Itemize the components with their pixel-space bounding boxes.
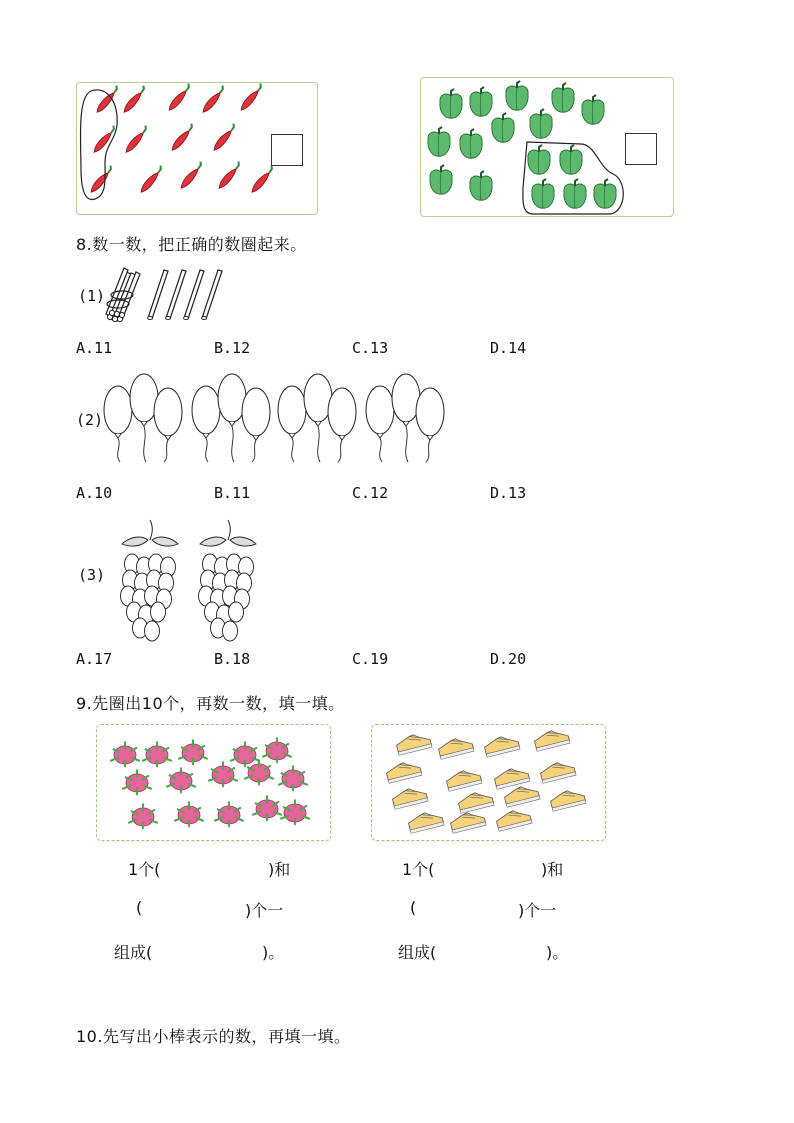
q8-item2-option-d[interactable]: D.13: [490, 484, 527, 502]
left-fill-line1-start: 1个(: [128, 860, 161, 879]
bell-pepper-icon: [492, 113, 514, 142]
chili-icon: [198, 86, 229, 114]
dragon-fruit-group: [97, 725, 330, 840]
bell-pepper-icon: [582, 95, 604, 124]
bell-pepper-icon: [506, 81, 528, 110]
dragon-fruit-icon: [209, 762, 237, 786]
dragon-fruit-icon: [179, 740, 207, 764]
sneaker-icon: [549, 787, 586, 811]
balloon-icon: [242, 388, 270, 436]
left-fill-line2-end: )个一: [245, 901, 284, 920]
q8-item1-option-b[interactable]: B.12: [214, 339, 251, 357]
chili-icon: [86, 166, 117, 194]
bell-pepper-icon: [470, 171, 492, 200]
sneaker-icon: [483, 733, 520, 757]
bell-pepper-icon: [460, 129, 482, 158]
bell-pepper-icon: [430, 165, 452, 194]
grape-leaf-icon: [200, 537, 226, 546]
question-9-title: 9.先圈出10个，再数一数，填一填。: [76, 694, 345, 713]
dragon-fruit-icon: [175, 802, 203, 826]
dragon-fruit-icon: [123, 770, 151, 794]
left-fill-line3-end: )。: [262, 943, 285, 962]
left-fill-line2-start: (: [136, 898, 143, 917]
bell-pepper-icon: [564, 179, 586, 208]
stick-bundle-icon: [104, 268, 144, 322]
balloon-icon: [366, 386, 394, 434]
chili-icon: [164, 84, 195, 112]
q8-item1-option-a[interactable]: A.11: [76, 339, 113, 357]
bell-pepper-icon: [470, 87, 492, 116]
question-10-title: 10.先写出小棒表示的数，再填一填。: [76, 1027, 351, 1046]
left-fill-line3-start: 组成(: [114, 943, 153, 962]
chili-icon: [119, 86, 150, 114]
chili-icon: [247, 166, 278, 194]
grape-icon: [151, 602, 166, 622]
pepper-panel: [420, 77, 674, 217]
balloon-group-icon: [366, 374, 444, 462]
q8-item1-label: (1): [78, 287, 106, 305]
dragon-fruit-icon: [231, 742, 259, 766]
balloon-icon: [328, 388, 356, 436]
grape-bunches-icon: [118, 518, 258, 626]
pepper-count-box[interactable]: [625, 133, 657, 165]
balloon-icon: [192, 386, 220, 434]
sneaker-icon: [437, 735, 474, 759]
bell-pepper-icon: [532, 179, 554, 208]
chili-icon: [121, 126, 152, 154]
right-fill-line3-end: )。: [546, 943, 569, 962]
sneaker-icon: [493, 765, 530, 789]
dragon-fruit-icon: [143, 742, 171, 766]
dragon-fruit-icon: [253, 796, 281, 820]
dragon-fruit-icon: [281, 800, 309, 824]
chili-icon: [236, 84, 267, 112]
right-fill-line1-end: )和: [541, 860, 564, 879]
chili-count-box[interactable]: [271, 134, 303, 166]
balloon-icon: [104, 386, 132, 434]
dragon-fruit-icon: [279, 766, 307, 790]
sneaker-icon: [533, 727, 570, 751]
chili-icon: [214, 162, 245, 190]
sneaker-group: [372, 725, 605, 840]
chili-panel: [76, 82, 318, 215]
dragon-fruit-icon: [167, 768, 195, 792]
balloon-group-icon: [278, 374, 356, 462]
q8-item1-option-c[interactable]: C.13: [352, 339, 389, 357]
bell-pepper-icon: [528, 145, 550, 174]
chili-icon: [167, 124, 198, 152]
balloon-groups-icon: [100, 370, 450, 466]
q8-item2-option-b[interactable]: B.11: [214, 484, 251, 502]
q8-item3-option-d[interactable]: D.20: [490, 650, 527, 668]
sneaker-icon: [449, 809, 486, 833]
balloon-icon: [278, 386, 306, 434]
left-fill-line1-end: )和: [268, 860, 291, 879]
grape-icon: [229, 602, 244, 622]
dragon-fruit-icon: [215, 802, 243, 826]
bell-pepper-icon: [594, 179, 616, 208]
bell-pepper-icon: [552, 83, 574, 112]
q8-item3-option-b[interactable]: B.18: [214, 650, 251, 668]
bell-pepper-icon: [440, 89, 462, 118]
balloon-group-icon: [192, 374, 270, 462]
grape-icon: [145, 621, 160, 641]
sneaker-icon: [445, 767, 482, 791]
q8-item1-option-d[interactable]: D.14: [490, 339, 527, 357]
q8-item3-label: (3): [78, 566, 106, 584]
sneaker-icon: [495, 807, 532, 831]
sneaker-icon: [457, 789, 494, 813]
dragon-fruit-icon: [263, 738, 291, 762]
chili-icon: [89, 126, 120, 154]
bell-pepper-icon: [530, 109, 552, 138]
chili-icon: [176, 162, 207, 190]
grape-leaf-icon: [152, 537, 178, 546]
dragon-fruit-panel: [96, 724, 331, 841]
sneaker-icon: [385, 759, 422, 783]
right-fill-line3-start: 组成(: [398, 943, 437, 962]
q8-item3-option-c[interactable]: C.19: [352, 650, 389, 668]
balloon-icon: [416, 388, 444, 436]
sneaker-icon: [395, 731, 432, 755]
question-8-title: 8.数一数，把正确的数圈起来。: [76, 235, 307, 254]
grape-leaf-icon: [230, 537, 256, 546]
sneaker-icon: [503, 783, 540, 807]
dragon-fruit-icon: [129, 804, 157, 828]
q8-item2-label: (2): [76, 411, 104, 429]
right-fill-line2-end: )个一: [518, 901, 557, 920]
balloon-group-icon: [104, 374, 182, 462]
bell-pepper-icon: [560, 145, 582, 174]
chili-icon: [136, 166, 167, 194]
bell-pepper-icon: [428, 127, 450, 156]
q8-item2-option-a[interactable]: A.10: [76, 484, 113, 502]
sneaker-icon: [407, 809, 444, 833]
sneaker-icon: [391, 785, 428, 809]
q8-item3-option-a[interactable]: A.17: [76, 650, 113, 668]
grape-icon: [223, 621, 238, 641]
loose-sticks-icon: [146, 268, 220, 322]
dragon-fruit-icon: [245, 760, 273, 784]
right-fill-line1-start: 1个(: [402, 860, 435, 879]
balloon-icon: [154, 388, 182, 436]
sneaker-icon: [539, 759, 576, 783]
grape-bunch-icon: [199, 520, 257, 641]
right-fill-line2-start: (: [410, 898, 417, 917]
grape-leaf-icon: [122, 537, 148, 546]
chili-icon: [209, 124, 240, 152]
dragon-fruit-icon: [111, 742, 139, 766]
grape-bunch-icon: [121, 520, 179, 641]
q8-item2-option-c[interactable]: C.12: [352, 484, 389, 502]
sneaker-panel: [371, 724, 606, 841]
